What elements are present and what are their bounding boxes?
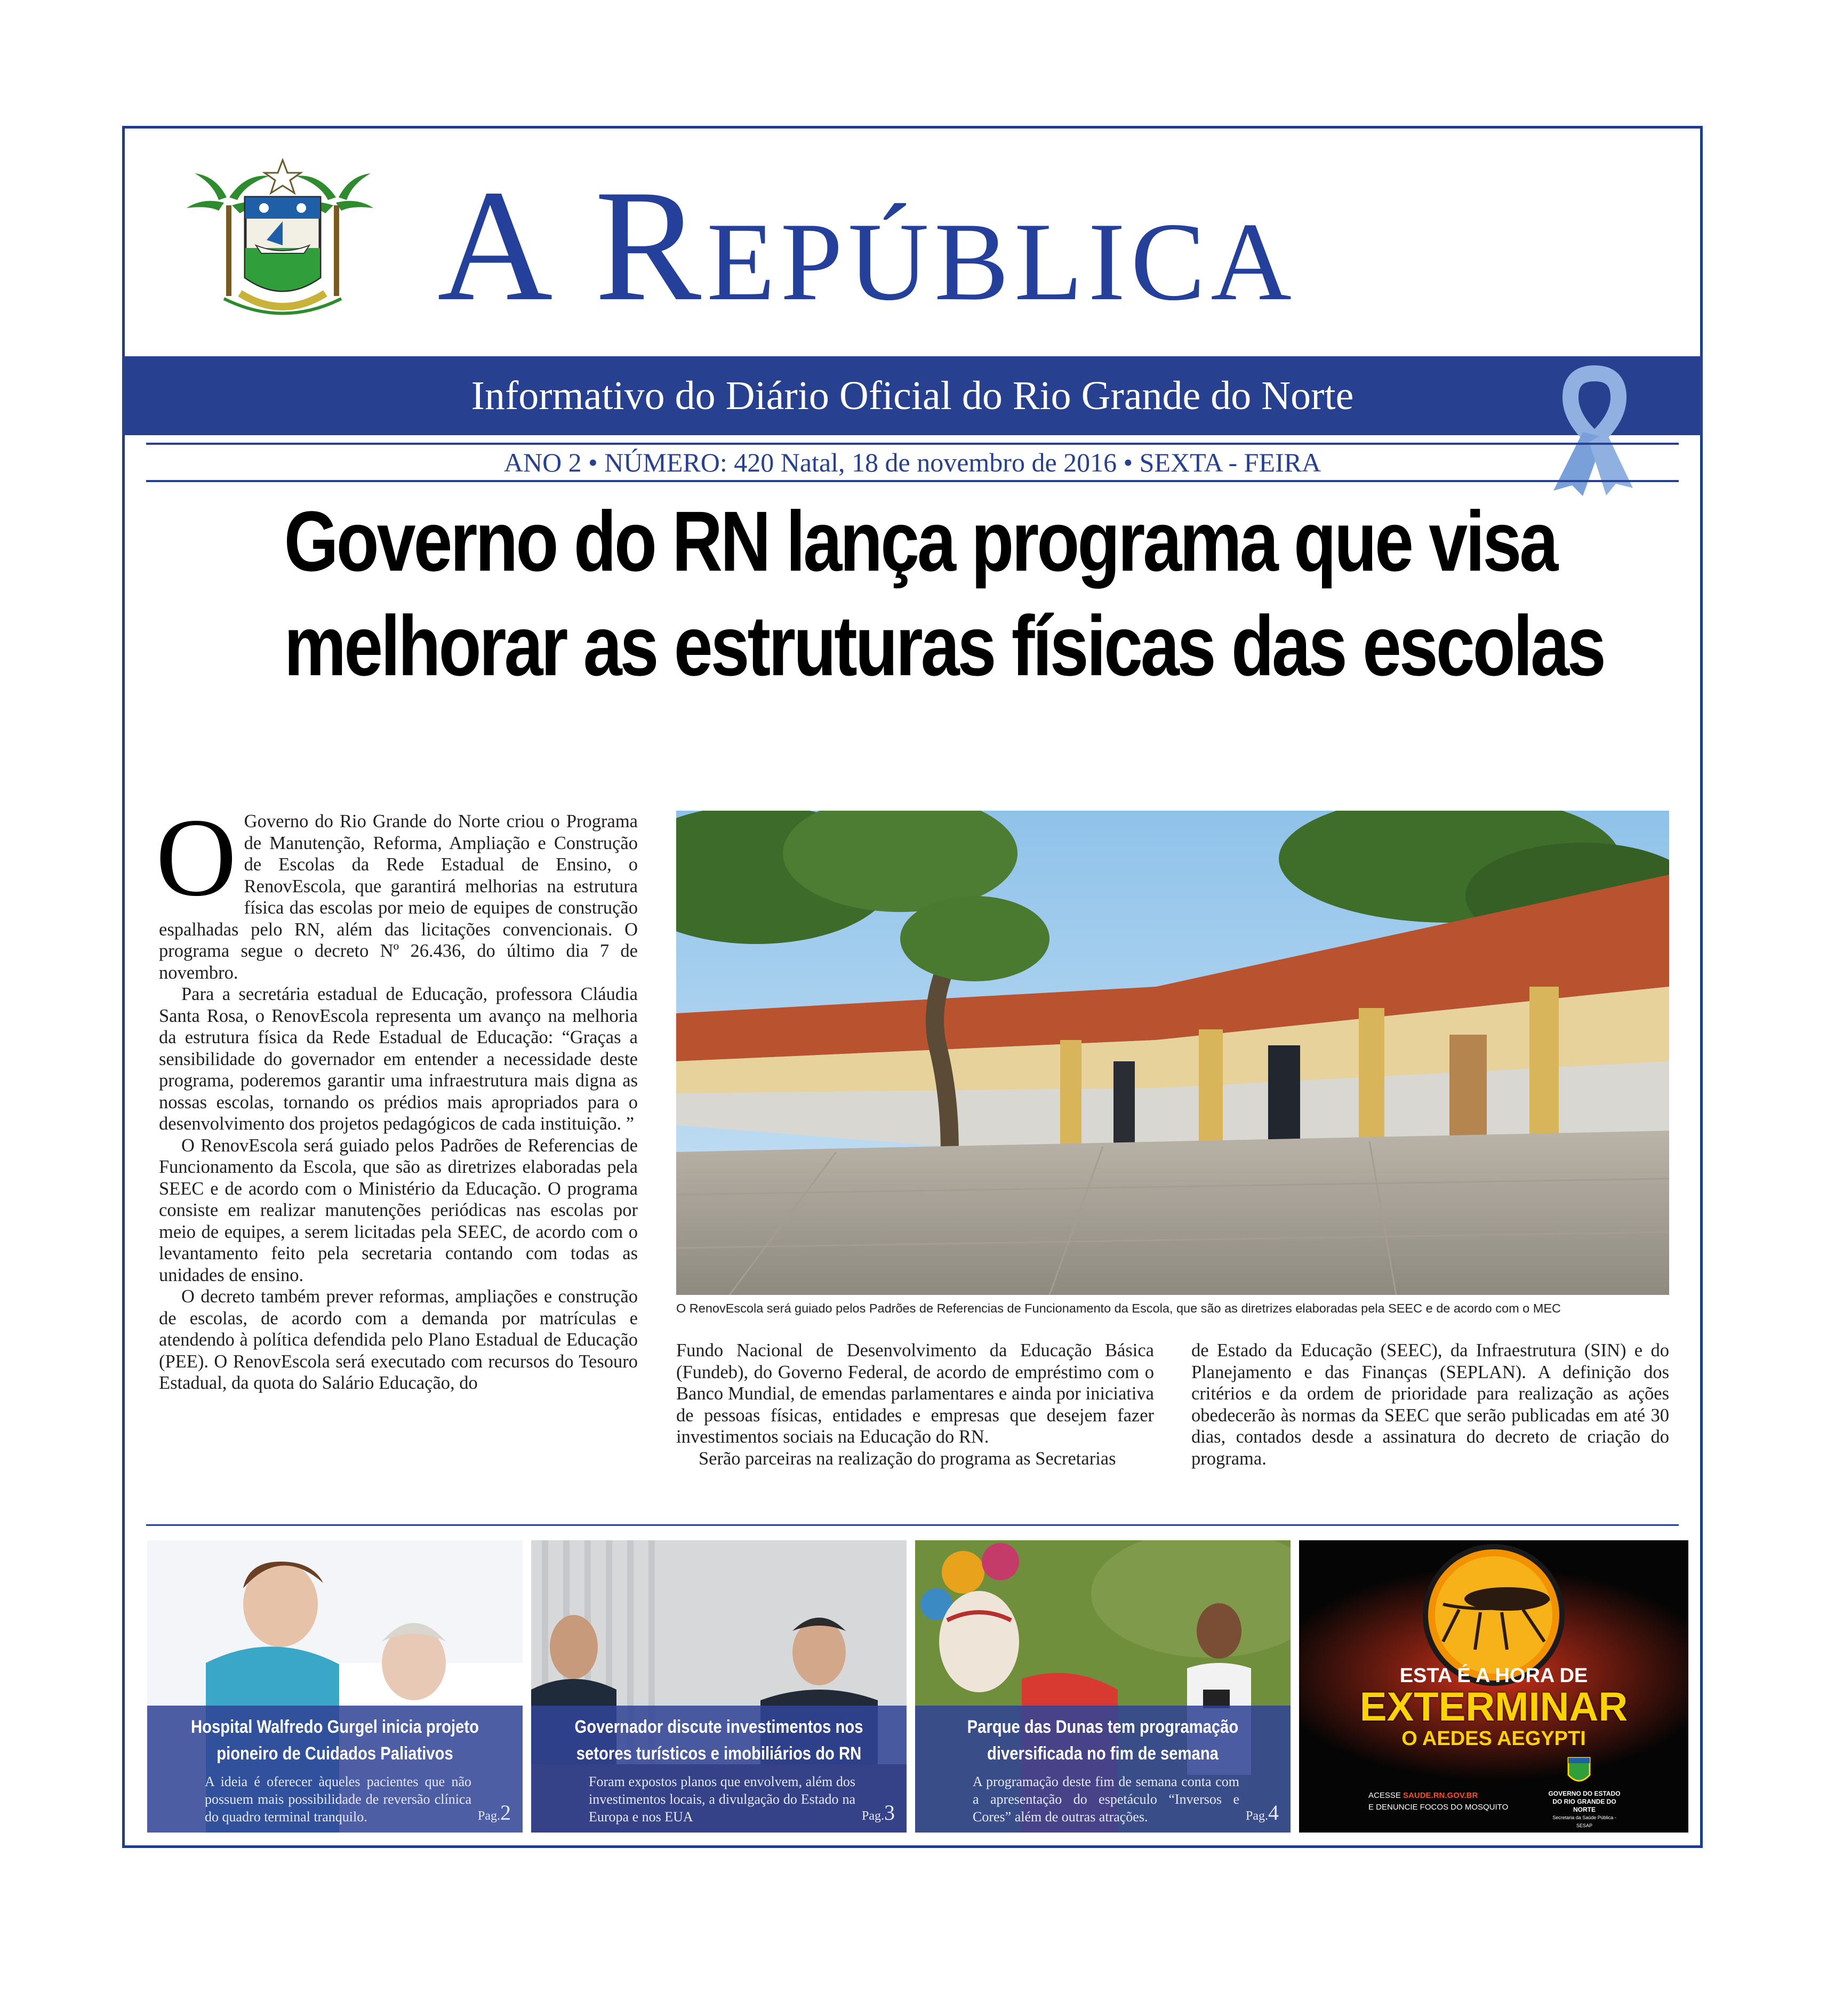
article-paragraph-2: Para a secretária estadual de Educação, professora Cláudia Santa Rosa, o RenovEscola representa um avanço na melhoria da estrutura física da Rede Estadual de Educação: “Graças a sensibilidade do governador em entender a necessidade deste programa, poderemos garantir uma infraestrutura mais digna as nossas escolas, tornando os prédios mais apropriados para o desenvolvimento dos projetos pedagógicos de cada instituição. ” bbox=[159, 984, 638, 1134]
page-number: 2 bbox=[500, 1801, 511, 1825]
masthead-title: A República bbox=[437, 157, 1297, 334]
page-label: Pag. bbox=[862, 1809, 884, 1823]
teaser-summary: A ideia é oferecer àqueles pacientes que não possuem mais possibilidade de reversão clínica do quadro terminal tranquilo. bbox=[205, 1774, 471, 1825]
headline-line-1: Governo do RN lança programa que visa bbox=[284, 493, 1557, 589]
article-paragraph-6: Serão parceiras na realização do programa as Secretarias bbox=[699, 1448, 1116, 1469]
photo-caption: O RenovEscola será guiado pelos Padrões de Referencias de Funcionamento da Escola, que são as diretrizes elaboradas pela SEEC e de acordo com o MEC bbox=[676, 1301, 1561, 1315]
dateline-rule-bottom bbox=[146, 480, 1679, 482]
drop-cap: O bbox=[156, 796, 237, 919]
coat-of-arms-icon bbox=[176, 155, 389, 325]
teaser-summary: A programação deste fim de semana conta com a apresentação do espetáculo “Inversos e Cores” além de outras atrações. bbox=[973, 1774, 1239, 1825]
page-number: 3 bbox=[884, 1801, 895, 1825]
school-building-photo bbox=[676, 811, 1669, 1295]
article-paragraph-1: Governo do Rio Grande do Norte criou o Programa de Manutenção, Reforma, Ampliação e Construção de Escolas da Rede Estadual de Ensino, o RenovEscola, que garantirá melhorias na estrutura física das escolas por meio de equipes de construção espalhadas pelo RN, além das licitações convencionais. O programa segue o decreto Nº 26.436, do último dia 7 de novembro. bbox=[159, 811, 638, 983]
ad-line-2: EXTERMINAR bbox=[1359, 1684, 1628, 1730]
article-paragraph-4: O decreto também prever reformas, ampliações e construção de escolas, de acordo com a demanda por matrículas e atendendo à política defendida pelo Plano Estadual de Educação (PEE). O RenovEscola será executado com recursos do Tesouro Estadual, da quota do Salário Educação, do bbox=[159, 1286, 638, 1393]
main-headline bbox=[284, 493, 1604, 693]
article-column-3 bbox=[1191, 1340, 1669, 1469]
teaser-card-parque[interactable] bbox=[915, 1540, 1291, 1833]
teaser-section-rule bbox=[146, 1524, 1679, 1526]
page-label: Pag. bbox=[478, 1809, 500, 1823]
teaser-card-governor[interactable] bbox=[531, 1540, 907, 1833]
teaser-page-ref[interactable] bbox=[478, 1800, 511, 1825]
state-crest-icon bbox=[1563, 1753, 1595, 1788]
ad-gov-line-2: DO RIO GRANDE DO NORTE bbox=[1552, 1798, 1616, 1813]
teaser-title[interactable]: Hospital Walfredo Gurgel inicia projeto pioneiro de Cuidados Paliativos bbox=[191, 1717, 479, 1764]
ad-line-1: ESTA É A HORA DE bbox=[1399, 1665, 1588, 1687]
article-column-2 bbox=[676, 1340, 1154, 1469]
article-paragraph-5: Fundo Nacional de Desenvolvimento da Educação Básica (Fundeb), do Governo Federal, de acordo de empréstimo com o Banco Mundial, de emendas parlamentares e ainda por iniciativa de pessoas físicas, entidades e empresas que desejem fazer investimentos sociais na Educação do RN. bbox=[676, 1340, 1154, 1447]
teaser-page-ref[interactable] bbox=[1246, 1800, 1279, 1825]
ad-gov-logo-text bbox=[1544, 1790, 1624, 1830]
teaser-title[interactable]: Parque das Dunas tem programação diversificada no fim de semana bbox=[967, 1717, 1239, 1764]
ad-cta[interactable] bbox=[1368, 1790, 1539, 1813]
dateline: ANO 2 • NÚMERO: 420 Natal, 18 de novembro de 2016 • SEXTA - FEIRA bbox=[503, 447, 1321, 477]
article-paragraph-7: de Estado da Educação (SEEC), da Infraestrutura (SIN) e do Planejamento e das Finanças (SEPLAN). A definição dos critérios e da ordem de prioridade para realização as ações obedecerão às normas da SEEC que serão publicadas em até 30 dias, contados desde a assinatura do decreto de criação do programa. bbox=[1191, 1340, 1669, 1469]
teaser-page-ref[interactable] bbox=[862, 1800, 895, 1825]
ad-line-3: O AEDES AEGYPTI bbox=[1401, 1727, 1586, 1750]
aedes-campaign-ad[interactable] bbox=[1299, 1540, 1688, 1833]
ad-cta-site[interactable]: SAUDE.RN.GOV.BR bbox=[1403, 1791, 1478, 1800]
ad-cta-line2: E DENUNCIE FOCOS DO MOSQUITO bbox=[1368, 1803, 1509, 1812]
teaser-summary: Foram expostos planos que envolvem, além dos investimentos locais, a divulgação do Estado na Europa e nos EUA bbox=[589, 1774, 855, 1825]
page-number: 4 bbox=[1268, 1801, 1279, 1825]
headline-line-2: melhorar as estruturas físicas das escolas bbox=[284, 598, 1604, 693]
dateline-rule-top bbox=[146, 443, 1679, 445]
ad-gov-line-3: Secretaria da Saúde Pública - SESAP bbox=[1552, 1815, 1616, 1828]
article-paragraph-3: O RenovEscola será guiado pelos Padrões de Referencias de Funcionamento da Escola, que são as diretrizes elaboradas pela SEEC e de acordo com o Ministério da Educação. O programa consiste em realizar manutenções periódicas nas escolas por meio de equipes, a serem licitadas pela SEEC, de acordo com o levantamento feito pela secretaria contando com todas as unidades de ensino. bbox=[159, 1135, 638, 1285]
teaser-card-hospital[interactable] bbox=[147, 1540, 523, 1833]
article-column-1 bbox=[156, 796, 638, 1394]
teaser-title[interactable]: Governador discute investimentos nos setores turísticos e imobiliários do RN bbox=[574, 1717, 863, 1764]
ad-cta-prefix: ACESSE bbox=[1368, 1791, 1401, 1800]
page-label: Pag. bbox=[1246, 1809, 1268, 1823]
ad-gov-line-1: GOVERNO DO ESTADO bbox=[1548, 1790, 1621, 1797]
masthead-subtitle: Informativo do Diário Oficial do Rio Grande do Norte bbox=[471, 373, 1354, 418]
